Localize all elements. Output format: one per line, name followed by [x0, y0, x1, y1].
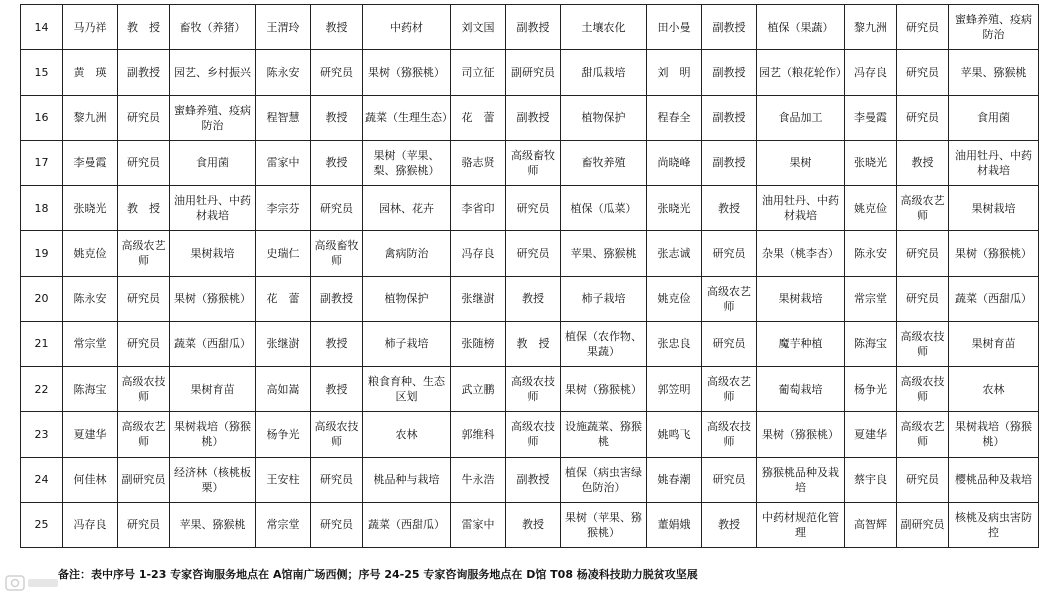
expert-title-cell-2: 研究员 — [311, 502, 363, 547]
expert-title-cell-5: 研究员 — [897, 231, 949, 276]
expert-name-cell-2: 花 蕾 — [256, 276, 311, 321]
expert-name-cell-1: 马乃祥 — [63, 5, 118, 50]
expert-name-cell-4: 张志诚 — [647, 231, 702, 276]
expert-name-cell-2: 杨争光 — [256, 412, 311, 457]
expert-title-cell-5: 研究员 — [897, 276, 949, 321]
row-number: 21 — [21, 321, 63, 366]
expert-name-cell-3: 张继澍 — [451, 276, 506, 321]
expert-field-cell-4: 猕猴桃品种及栽培 — [757, 457, 845, 502]
expert-field-cell-5: 核桃及病虫害防控 — [949, 502, 1039, 547]
expert-title-cell-1: 副教授 — [118, 50, 170, 95]
expert-name-cell-3: 司立征 — [451, 50, 506, 95]
expert-field-cell-3: 甜瓜栽培 — [561, 50, 647, 95]
expert-name-cell-1: 黎九洲 — [63, 95, 118, 140]
expert-title-cell-5: 研究员 — [897, 457, 949, 502]
expert-name-cell-2: 雷家中 — [256, 140, 311, 185]
table-row — [21, 502, 1039, 547]
expert-title-cell-3: 研究员 — [506, 186, 561, 231]
expert-title-cell-2: 教授 — [311, 367, 363, 412]
expert-title-cell-3: 高级农技师 — [506, 367, 561, 412]
expert-field-cell-1: 经济林（核桃板栗） — [170, 457, 256, 502]
expert-title-cell-1: 副研究员 — [118, 457, 170, 502]
expert-name-cell-1: 陈海宝 — [63, 367, 118, 412]
expert-field-cell-4: 食品加工 — [757, 95, 845, 140]
expert-field-cell-2: 柿子栽培 — [363, 321, 451, 366]
expert-name-cell-3: 牛永浩 — [451, 457, 506, 502]
expert-name-cell-1: 姚克俭 — [63, 231, 118, 276]
expert-field-cell-5: 果树育苗 — [949, 321, 1039, 366]
expert-name-cell-5: 李曼霞 — [845, 95, 897, 140]
expert-name-cell-5: 黎九洲 — [845, 5, 897, 50]
expert-title-cell-2: 高级畜牧师 — [311, 231, 363, 276]
expert-field-cell-3: 畜牧养殖 — [561, 140, 647, 185]
expert-field-cell-4: 园艺（粮花轮作） — [757, 50, 845, 95]
expert-title-cell-4: 教授 — [702, 502, 757, 547]
expert-title-cell-2: 研究员 — [311, 457, 363, 502]
table-row — [21, 140, 1039, 185]
expert-title-cell-3: 教 授 — [506, 321, 561, 366]
expert-name-cell-5: 姚克俭 — [845, 186, 897, 231]
expert-field-cell-1: 蔬菜（西甜瓜） — [170, 321, 256, 366]
table-row — [21, 276, 1039, 321]
expert-title-cell-1: 高级农技师 — [118, 367, 170, 412]
expert-field-cell-5: 食用菌 — [949, 95, 1039, 140]
expert-field-cell-4: 果树（猕猴桃） — [757, 412, 845, 457]
expert-name-cell-4: 田小曼 — [647, 5, 702, 50]
expert-name-cell-1: 夏建华 — [63, 412, 118, 457]
expert-name-cell-3: 花 蕾 — [451, 95, 506, 140]
expert-field-cell-3: 果树（猕猴桃） — [561, 367, 647, 412]
table-row — [21, 95, 1039, 140]
expert-name-cell-5: 陈海宝 — [845, 321, 897, 366]
expert-title-cell-2: 研究员 — [311, 186, 363, 231]
expert-field-cell-1: 果树育苗 — [170, 367, 256, 412]
expert-title-cell-4: 研究员 — [702, 321, 757, 366]
expert-field-cell-1: 食用菌 — [170, 140, 256, 185]
expert-field-cell-2: 粮食育种、生态区划 — [363, 367, 451, 412]
expert-title-cell-2: 研究员 — [311, 50, 363, 95]
expert-name-cell-5: 高智辉 — [845, 502, 897, 547]
expert-title-cell-4: 副教授 — [702, 140, 757, 185]
expert-field-cell-3: 苹果、猕猴桃 — [561, 231, 647, 276]
expert-title-cell-2: 高级农技师 — [311, 412, 363, 457]
expert-name-cell-3: 刘文国 — [451, 5, 506, 50]
expert-title-cell-3: 教授 — [506, 276, 561, 321]
expert-field-cell-1: 果树（猕猴桃） — [170, 276, 256, 321]
expert-title-cell-2: 教授 — [311, 140, 363, 185]
expert-field-cell-2: 果树（猕猴桃） — [363, 50, 451, 95]
expert-name-cell-5: 冯存良 — [845, 50, 897, 95]
expert-title-cell-4: 副教授 — [702, 50, 757, 95]
expert-title-cell-5: 研究员 — [897, 50, 949, 95]
expert-name-cell-4: 张忠良 — [647, 321, 702, 366]
expert-title-cell-2: 副教授 — [311, 276, 363, 321]
expert-title-cell-3: 教授 — [506, 502, 561, 547]
expert-field-cell-4: 葡萄栽培 — [757, 367, 845, 412]
expert-name-cell-2: 高如嵩 — [256, 367, 311, 412]
expert-title-cell-3: 副教授 — [506, 457, 561, 502]
expert-field-cell-3: 植保（瓜菜） — [561, 186, 647, 231]
expert-name-cell-3: 冯存良 — [451, 231, 506, 276]
expert-title-cell-3: 副教授 — [506, 95, 561, 140]
expert-field-cell-2: 农林 — [363, 412, 451, 457]
expert-name-cell-5: 张晓光 — [845, 140, 897, 185]
expert-title-cell-3: 高级农技师 — [506, 412, 561, 457]
expert-field-cell-5: 苹果、猕猴桃 — [949, 50, 1039, 95]
expert-name-cell-5: 陈永安 — [845, 231, 897, 276]
expert-title-cell-4: 研究员 — [702, 457, 757, 502]
row-number: 18 — [21, 186, 63, 231]
table-row — [21, 186, 1039, 231]
footnote: 备注：表中序号 1-23 专家咨询服务地点在 A馆南广场西侧；序号 24-25 专家咨询服务地点在 D馆 T08 杨凌科技助力脱贫攻坚展 — [58, 568, 698, 581]
expert-title-cell-4: 高级农艺师 — [702, 367, 757, 412]
expert-field-cell-5: 蔬菜（西甜瓜） — [949, 276, 1039, 321]
expert-title-cell-3: 副研究员 — [506, 50, 561, 95]
expert-field-cell-2: 果树（苹果、梨、猕猴桃） — [363, 140, 451, 185]
expert-title-cell-4: 教授 — [702, 186, 757, 231]
table-row — [21, 50, 1039, 95]
expert-title-cell-2: 教授 — [311, 95, 363, 140]
expert-field-cell-2: 园林、花卉 — [363, 186, 451, 231]
table-body — [21, 5, 1039, 548]
expert-field-cell-4: 油用牡丹、中药材栽培 — [757, 186, 845, 231]
expert-title-cell-5: 研究员 — [897, 95, 949, 140]
expert-name-cell-4: 姚鸣飞 — [647, 412, 702, 457]
expert-name-cell-3: 骆志贤 — [451, 140, 506, 185]
row-number: 15 — [21, 50, 63, 95]
expert-field-cell-4: 果树 — [757, 140, 845, 185]
expert-field-cell-5: 油用牡丹、中药材栽培 — [949, 140, 1039, 185]
expert-title-cell-5: 高级农技师 — [897, 321, 949, 366]
expert-title-cell-3: 副教授 — [506, 5, 561, 50]
expert-name-cell-2: 程智慧 — [256, 95, 311, 140]
expert-name-cell-3: 郭维科 — [451, 412, 506, 457]
row-number: 24 — [21, 457, 63, 502]
expert-field-cell-2: 植物保护 — [363, 276, 451, 321]
expert-name-cell-1: 冯存良 — [63, 502, 118, 547]
table-row — [21, 367, 1039, 412]
expert-name-cell-2: 史瑞仁 — [256, 231, 311, 276]
expert-name-cell-5: 蔡宇良 — [845, 457, 897, 502]
expert-name-cell-1: 张晓光 — [63, 186, 118, 231]
expert-name-cell-4: 姚克俭 — [647, 276, 702, 321]
expert-name-cell-2: 李宗芬 — [256, 186, 311, 231]
row-number: 16 — [21, 95, 63, 140]
expert-field-cell-2: 禽病防治 — [363, 231, 451, 276]
watermark-logo — [4, 570, 62, 596]
expert-field-cell-4: 中药材规范化管理 — [757, 502, 845, 547]
expert-name-cell-4: 刘 明 — [647, 50, 702, 95]
expert-title-cell-1: 研究员 — [118, 502, 170, 547]
expert-title-cell-1: 研究员 — [118, 321, 170, 366]
expert-field-cell-5: 樱桃品种及栽培 — [949, 457, 1039, 502]
expert-name-cell-4: 郭笠明 — [647, 367, 702, 412]
expert-field-cell-4: 植保（果蔬） — [757, 5, 845, 50]
row-number: 20 — [21, 276, 63, 321]
expert-field-cell-5: 蜜蜂养殖、疫病防治 — [949, 5, 1039, 50]
expert-field-cell-1: 蜜蜂养殖、疫病防治 — [170, 95, 256, 140]
expert-title-cell-3: 研究员 — [506, 231, 561, 276]
expert-field-cell-1: 园艺、乡村振兴 — [170, 50, 256, 95]
expert-field-cell-5: 果树栽培（猕猴桃） — [949, 412, 1039, 457]
row-number: 25 — [21, 502, 63, 547]
expert-title-cell-5: 副研究员 — [897, 502, 949, 547]
expert-title-cell-4: 高级农技师 — [702, 412, 757, 457]
expert-name-cell-3: 武立鹏 — [451, 367, 506, 412]
expert-title-cell-1: 教 授 — [118, 5, 170, 50]
expert-name-cell-3: 李省印 — [451, 186, 506, 231]
expert-field-cell-5: 农林 — [949, 367, 1039, 412]
expert-name-cell-4: 张晓光 — [647, 186, 702, 231]
expert-title-cell-5: 研究员 — [897, 5, 949, 50]
table-row — [21, 321, 1039, 366]
expert-field-cell-4: 杂果（桃李杏） — [757, 231, 845, 276]
expert-title-cell-4: 高级农艺师 — [702, 276, 757, 321]
expert-field-cell-1: 油用牡丹、中药材栽培 — [170, 186, 256, 231]
expert-title-cell-5: 高级农艺师 — [897, 186, 949, 231]
expert-name-cell-2: 常宗堂 — [256, 502, 311, 547]
expert-title-cell-4: 副教授 — [702, 5, 757, 50]
expert-title-cell-1: 教 授 — [118, 186, 170, 231]
table-row — [21, 231, 1039, 276]
expert-name-cell-5: 夏建华 — [845, 412, 897, 457]
expert-field-cell-2: 蔬菜（生理生态） — [363, 95, 451, 140]
expert-name-cell-1: 李曼霞 — [63, 140, 118, 185]
expert-title-cell-5: 高级农技师 — [897, 367, 949, 412]
expert-name-cell-3: 张随榜 — [451, 321, 506, 366]
expert-name-cell-4: 程春全 — [647, 95, 702, 140]
expert-title-cell-2: 教授 — [311, 321, 363, 366]
expert-field-cell-3: 植保（病虫害绿色防治） — [561, 457, 647, 502]
expert-name-cell-1: 常宗堂 — [63, 321, 118, 366]
expert-field-cell-3: 柿子栽培 — [561, 276, 647, 321]
expert-title-cell-5: 教授 — [897, 140, 949, 185]
expert-field-cell-4: 果树栽培 — [757, 276, 845, 321]
expert-title-cell-1: 研究员 — [118, 95, 170, 140]
expert-name-cell-1: 黄 瑛 — [63, 50, 118, 95]
expert-field-cell-3: 果树（苹果、猕猴桃） — [561, 502, 647, 547]
expert-name-cell-4: 姚春潮 — [647, 457, 702, 502]
expert-title-cell-3: 高级畜牧师 — [506, 140, 561, 185]
expert-name-cell-4: 尚晓峰 — [647, 140, 702, 185]
expert-name-cell-4: 董娟娥 — [647, 502, 702, 547]
expert-name-cell-2: 王渭玲 — [256, 5, 311, 50]
expert-field-cell-1: 畜牧（养猪） — [170, 5, 256, 50]
row-number: 22 — [21, 367, 63, 412]
expert-name-cell-1: 何佳林 — [63, 457, 118, 502]
row-number: 17 — [21, 140, 63, 185]
expert-field-cell-3: 土壤农化 — [561, 5, 647, 50]
expert-field-cell-1: 苹果、猕猴桃 — [170, 502, 256, 547]
expert-name-cell-5: 杨争光 — [845, 367, 897, 412]
expert-title-cell-1: 高级农艺师 — [118, 412, 170, 457]
table-row — [21, 412, 1039, 457]
expert-name-cell-2: 陈永安 — [256, 50, 311, 95]
expert-field-cell-5: 果树栽培 — [949, 186, 1039, 231]
expert-name-cell-5: 常宗堂 — [845, 276, 897, 321]
expert-field-cell-1: 果树栽培（猕猴桃） — [170, 412, 256, 457]
row-number: 23 — [21, 412, 63, 457]
row-number: 14 — [21, 5, 63, 50]
expert-title-cell-4: 研究员 — [702, 231, 757, 276]
expert-field-cell-3: 设施蔬菜、猕猴桃 — [561, 412, 647, 457]
expert-field-cell-2: 桃品种与栽培 — [363, 457, 451, 502]
table-row — [21, 457, 1039, 502]
expert-title-cell-2: 教授 — [311, 5, 363, 50]
expert-field-cell-5: 果树（猕猴桃） — [949, 231, 1039, 276]
expert-title-cell-4: 副教授 — [702, 95, 757, 140]
expert-name-cell-2: 张继澍 — [256, 321, 311, 366]
expert-field-cell-1: 果树栽培 — [170, 231, 256, 276]
expert-title-cell-1: 高级农艺师 — [118, 231, 170, 276]
expert-title-cell-1: 研究员 — [118, 276, 170, 321]
expert-field-cell-3: 植物保护 — [561, 95, 647, 140]
expert-field-cell-2: 中药材 — [363, 5, 451, 50]
expert-name-cell-2: 王安柱 — [256, 457, 311, 502]
expert-title-cell-5: 高级农艺师 — [897, 412, 949, 457]
expert-name-cell-1: 陈永安 — [63, 276, 118, 321]
row-number: 19 — [21, 231, 63, 276]
expert-field-cell-3: 植保（农作物、果蔬） — [561, 321, 647, 366]
expert-field-cell-4: 魔芋种植 — [757, 321, 845, 366]
expert-field-cell-2: 蔬菜（西甜瓜） — [363, 502, 451, 547]
expert-schedule-table — [20, 4, 1039, 548]
expert-name-cell-3: 雷家中 — [451, 502, 506, 547]
table-row — [21, 5, 1039, 50]
expert-title-cell-1: 研究员 — [118, 140, 170, 185]
